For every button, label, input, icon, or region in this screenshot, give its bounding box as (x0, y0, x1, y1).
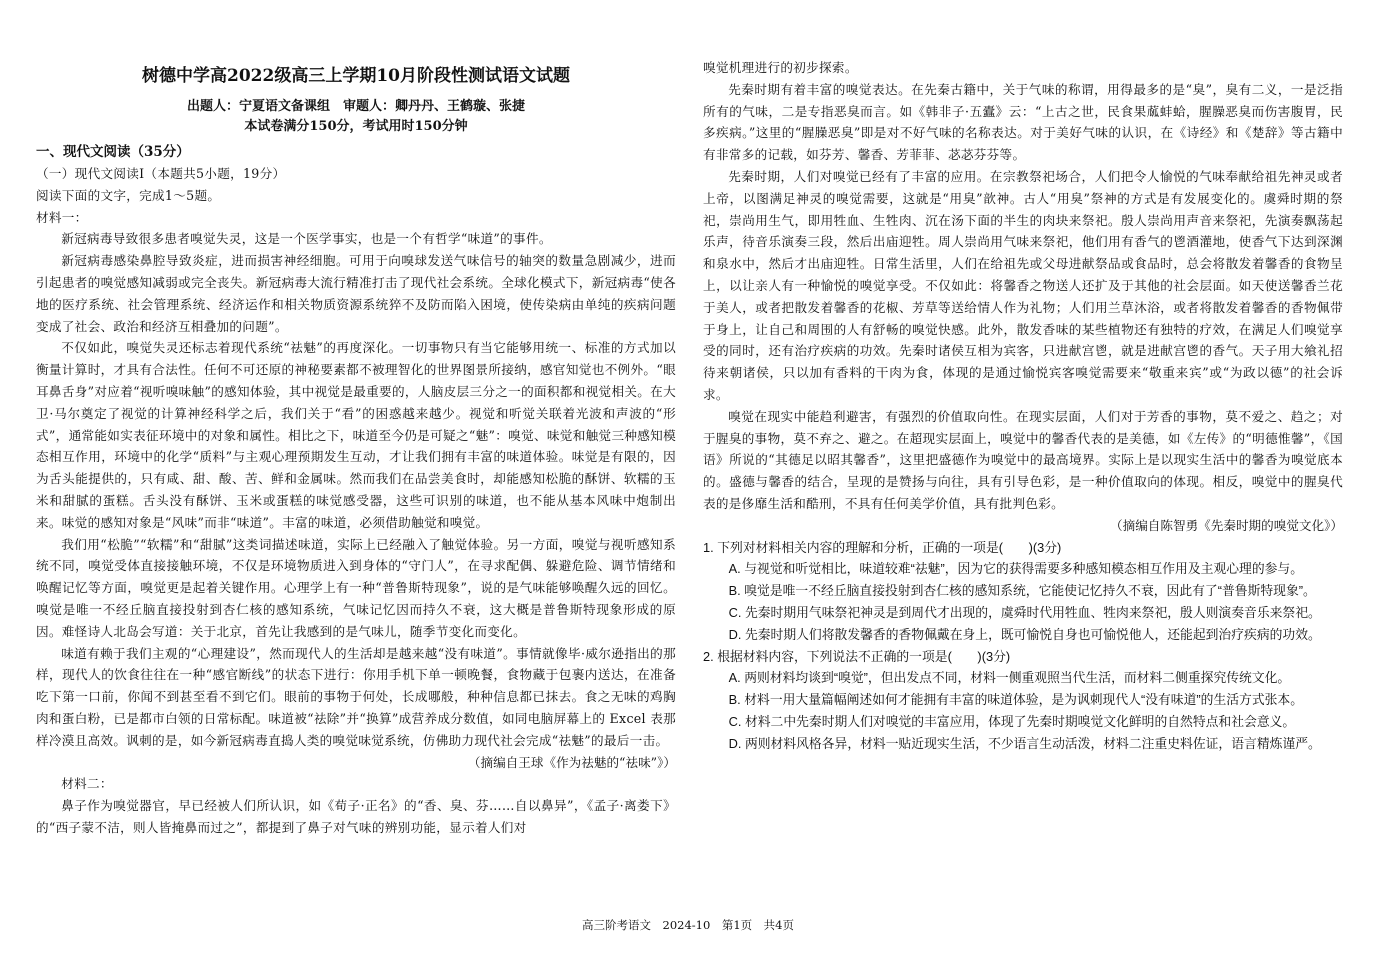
option: C. 材料二中先秦时期人们对嗅觉的丰富应用，体现了先秦时期嗅觉文化鲜明的自然特点和社会意义。 (728, 713, 1296, 729)
instruction: 阅读下面的文字，完成1～5题。 (36, 187, 221, 203)
exam-info: 本试卷满分150分，考试用时150分钟 (244, 119, 468, 134)
paragraph-continuation: 嗅觉机理进行的初步探索。 (703, 60, 858, 75)
subsection-heading: （一）现代文阅读Ⅰ（本题共5小题，19分） (36, 166, 286, 181)
paragraph: 先秦时期有着丰富的嗅觉表达。在先秦古籍中，关于气味的称谓，用得最多的是“臭”，臭有二义，一是泛指所有的气味，二是专指恶臭而言。如《韩非子·五蠹》云：“上古之世，民食果蓏蚌蛤，腥臊恶臭而伤害腹胃，民多疾病。”这里的“腥臊恶臭”即是对不好气味的名称表达。对于美好气味的认识，在《诗经》和《楚辞》等古籍中有非常多的记载，如芬芳、馨香、芳菲菲、苾苾芬芬等。 (703, 81, 1343, 163)
material-label: 材料二： (61, 776, 113, 792)
material-label: 材料一： (36, 209, 88, 225)
paragraph: 新冠病毒导致很多患者嗅觉失灵，这是一个医学事实，也是一个有哲学“味道”的事件。 (61, 231, 552, 247)
option: D. 两则材料风格各异，材料一贴近现实生活，不少语言生动活泼，材料二注重史料佐证，语言精炼谨严。 (728, 735, 1321, 751)
option: A. 两则材料均谈到“嗅觉”，但出发点不同，材料一侧重观照当代生活，而材料二侧重探究传统文化。 (728, 670, 1291, 686)
source-citation: （摘编自陈智勇《先秦时期的嗅觉文化》） (1110, 517, 1343, 533)
paragraph: 先秦时期，人们对嗅觉已经有了丰富的应用。在宗教祭祀场合，人们把令人愉悦的气味奉献给祖先神灵或者上帝，以图满足神灵的嗅觉需要，这就是“用臭”歆神。古人“用臭”祭神的方式是有发展变化的。虞舜时期的祭祀，崇尚用生气，即用牲血、生牲肉、沉在汤下面的半生的肉块来祭祀。殷人崇尚用声音来祭祀，先演奏飘荡起乐声，待音乐演奏三段，然后出庙迎牲。周人崇尚用气味来祭祀，他们用有香气的鬯酒灌地，使香气下达到深渊和泉水中，然后才出庙迎牲。日常生活里，人们在给祖先或父母进献祭品或食品时，总会将散发着馨香的食物呈上，以让亲人有一种愉悦的嗅觉享受。不仅如此：将馨香之物送人还扩及于其他的社会层面。如天使送馨香兰花于美人，或者把散发着馨香的花椒、芳草等送给情人作为礼物；人们用兰草沐浴，或者将散发着馨香的香物佩带于身上，让自己和周围的人有舒畅的嗅觉快感。此外，散发香味的某些植物还有独特的疗效，在满足人们嗅觉享受的同时，还有治疗疾病的功效。先秦时诸侯互相为宾客，只进献宫鬯，就是进献宫鬯的香气。天子用大飨礼招待来朝诸侯，只以加有香料的干肉为食，体现的是通过愉悦宾客嗅觉需要来“敬重来宾”或“为政以德”的社会诉求。 (703, 168, 1343, 402)
paragraph: 味道有赖于我们主观的“心理建设”，然而现代人的生活却是越来越“没有味道”。事情就像毕·威尔逊指出的那样，现代人的饮食往往在一种“感官断线”的状态下进行：你用手机下单一顿晚餐，食物藏于包裹内送达，在准备吃下第一口前，你闻不到甚至看不到它们。眼前的事物于何处，长成哪般，种种信息都已抹去。食之无味的鸡胸肉和蛋白粉，已是都市白领的日常标配。味道被“祛除”并“换算”成营养成分数值，如同电脑屏幕上的 Excel 表那样冷漠且高效。讽刺的是，如今新冠病毒直捣人类的嗅觉味觉系统，仿佛助力现代社会完成“祛魅”的最后一击。 (36, 645, 676, 748)
exam-title: 树德中学高2022级高三上学期10月阶段性测试语文试题 (142, 66, 570, 86)
option: B. 嗅觉是唯一不经丘脑直接投射到杏仁核的感知系统，它能使记忆持久不衰，因此有了“普鲁斯特现象”。 (728, 583, 1316, 599)
page-footer: 高三阶考语文 2024-10 第1页 共4页 (582, 918, 794, 932)
right-column (703, 57, 1343, 755)
paragraph: 不仅如此，嗅觉失灵还标志着现代系统“祛魅”的再度深化。一切事物只有当它能够用统一、标准的方式加以衡量计算时，才具有合法性。任何不可还原的神秘要素都不被理智化的世界图景所接纳，感官知觉也不例外。“眼耳鼻舌身”对应着“视听嗅味触”的感知体验，其中视觉是最重要的，人脑皮层三分之一的面积都和视觉相关。在大卫·马尔奠定了视觉的计算神经科学之后，我们关于“看”的困惑越来越少。视觉和听觉关联着光波和声波的“形式”，通常能如实表征环境中的对象和属性。相比之下，味道至今仍是可疑之“魅”：嗅觉、味觉和触觉三种感知模态相互作用，环境中的化学“质料”与主观心理预期发生互动，才让我们拥有丰富的味道体验。味觉是有限的，因为舌头能提供的，只有咸、甜、酸、苦、鲜和金属味。然而我们在品尝美食时，却能感知松脆的酥饼、软糯的玉米和甜腻的蛋糕。舌头没有酥饼、玉米或蛋糕的味觉感受器，这些可识别的味道，也不能从基本风味中炮制出来。味觉的感知对象是“风味”而非“味道”。丰富的味道，必须借助触觉和嗅觉。 (36, 340, 676, 530)
left-column (36, 0, 676, 839)
paragraph: 我们用“松脆”“软糯”和“甜腻”这类词描述味道，实际上已经融入了触觉体验。另一方面，嗅觉与视听感知系统不同，嗅觉受体直接接触环境，不仅是环境物质进入到身体的“守门人”，在寻求配偶、躲避危险、调节情绪和唤醒记忆等方面，嗅觉更是起着关键作用。心理学上有一种“普鲁斯特现象”，说的是气味能够唤醒久远的回忆。嗅觉是唯一不经丘脑直接投射到杏仁核的感知系统，气味记忆因而持久不衰，这大概是普鲁斯特现象形成的原因。难怪诗人北岛会写道：关于北京，首先让我感到的是气味儿，随季节变化而变化。 (36, 536, 676, 639)
paragraph: 鼻子作为嗅觉器官，早已经被人们所认识，如《荀子·正名》的“香、臭、芬……自以鼻异”，《孟子·离娄下》的“西子蒙不洁，则人皆掩鼻而过之”，都提到了鼻子对气味的辨别功能，显示着人们对 (36, 798, 676, 835)
paragraph: 嗅觉在现实中能趋利避害，有强烈的价值取向性。在现实层面，人们对于芳香的事物，莫不爱之、趋之；对于腥臭的事物，莫不弃之、避之。在超现实层面上，嗅觉中的馨香代表的是美德，如《左传》的“明德惟馨”，《国语》所说的“其德足以昭其馨香”，这里把盛德作为嗅觉中的最高境界。实际上是以现实生活中的馨香为嗅觉底本的。盛德与馨香的结合，呈现的是赞扬与向往，具有引导色彩，是一种价值取向的体现。相反，嗅觉中的腥臭代表的是侈靡生活和酷刑，不具有任何美学价值，具有批判色彩。 (703, 408, 1343, 511)
question-1: 1. 下列对材料相关内容的理解和分析，正确的一项是( )(3分) (703, 539, 1062, 555)
option: A. 与视觉和听觉相比，味道较难“祛魅”，因为它的获得需要多种感知模态相互作用及主观心理的参与。 (728, 561, 1304, 577)
source-citation: （摘编自王球《作为祛魅的“祛味”》） (467, 754, 676, 770)
option: C. 先秦时期用气味祭祀神灵是到周代才出现的，虞舜时代用牲血、牲肉来祭祀，殷人则演奏音乐来祭祀。 (728, 604, 1321, 620)
section-heading: 一、现代文阅读（35分） (36, 144, 190, 160)
authors-line: 出题人：宁夏语文备课组 审题人：卿丹丹、王鹤璇、张捷 (186, 99, 525, 114)
option: B. 材料一用大量篇幅阐述如何才能拥有丰富的味道体验，是为讽刺现代人“没有味道”的生活方式张本。 (728, 692, 1304, 708)
paragraph: 新冠病毒感染鼻腔导致炎症，进而损害神经细胞。可用于向嗅球发送气味信号的轴突的数量急剧减少，进而引起患者的嗅觉感知减弱或完全丧失。新冠病毒大流行精准打击了现代社会系统。全球化模式下，新冠病毒“使各地的医疗系统、社会管理系统、经济运作和相关物质资源系统猝不及防而陷入困境，使传染病由单纯的疾病问题变成了社会、政治和经济互相叠加的问题”。 (36, 253, 676, 334)
option: D. 先秦时期人们将散发馨香的香物佩戴在身上，既可愉悦自身也可愉悦他人，还能起到治疗疾病的功效。 (728, 626, 1321, 642)
question-2: 2. 根据材料内容，下列说法不正确的一项是( )(3分) (703, 648, 1011, 664)
